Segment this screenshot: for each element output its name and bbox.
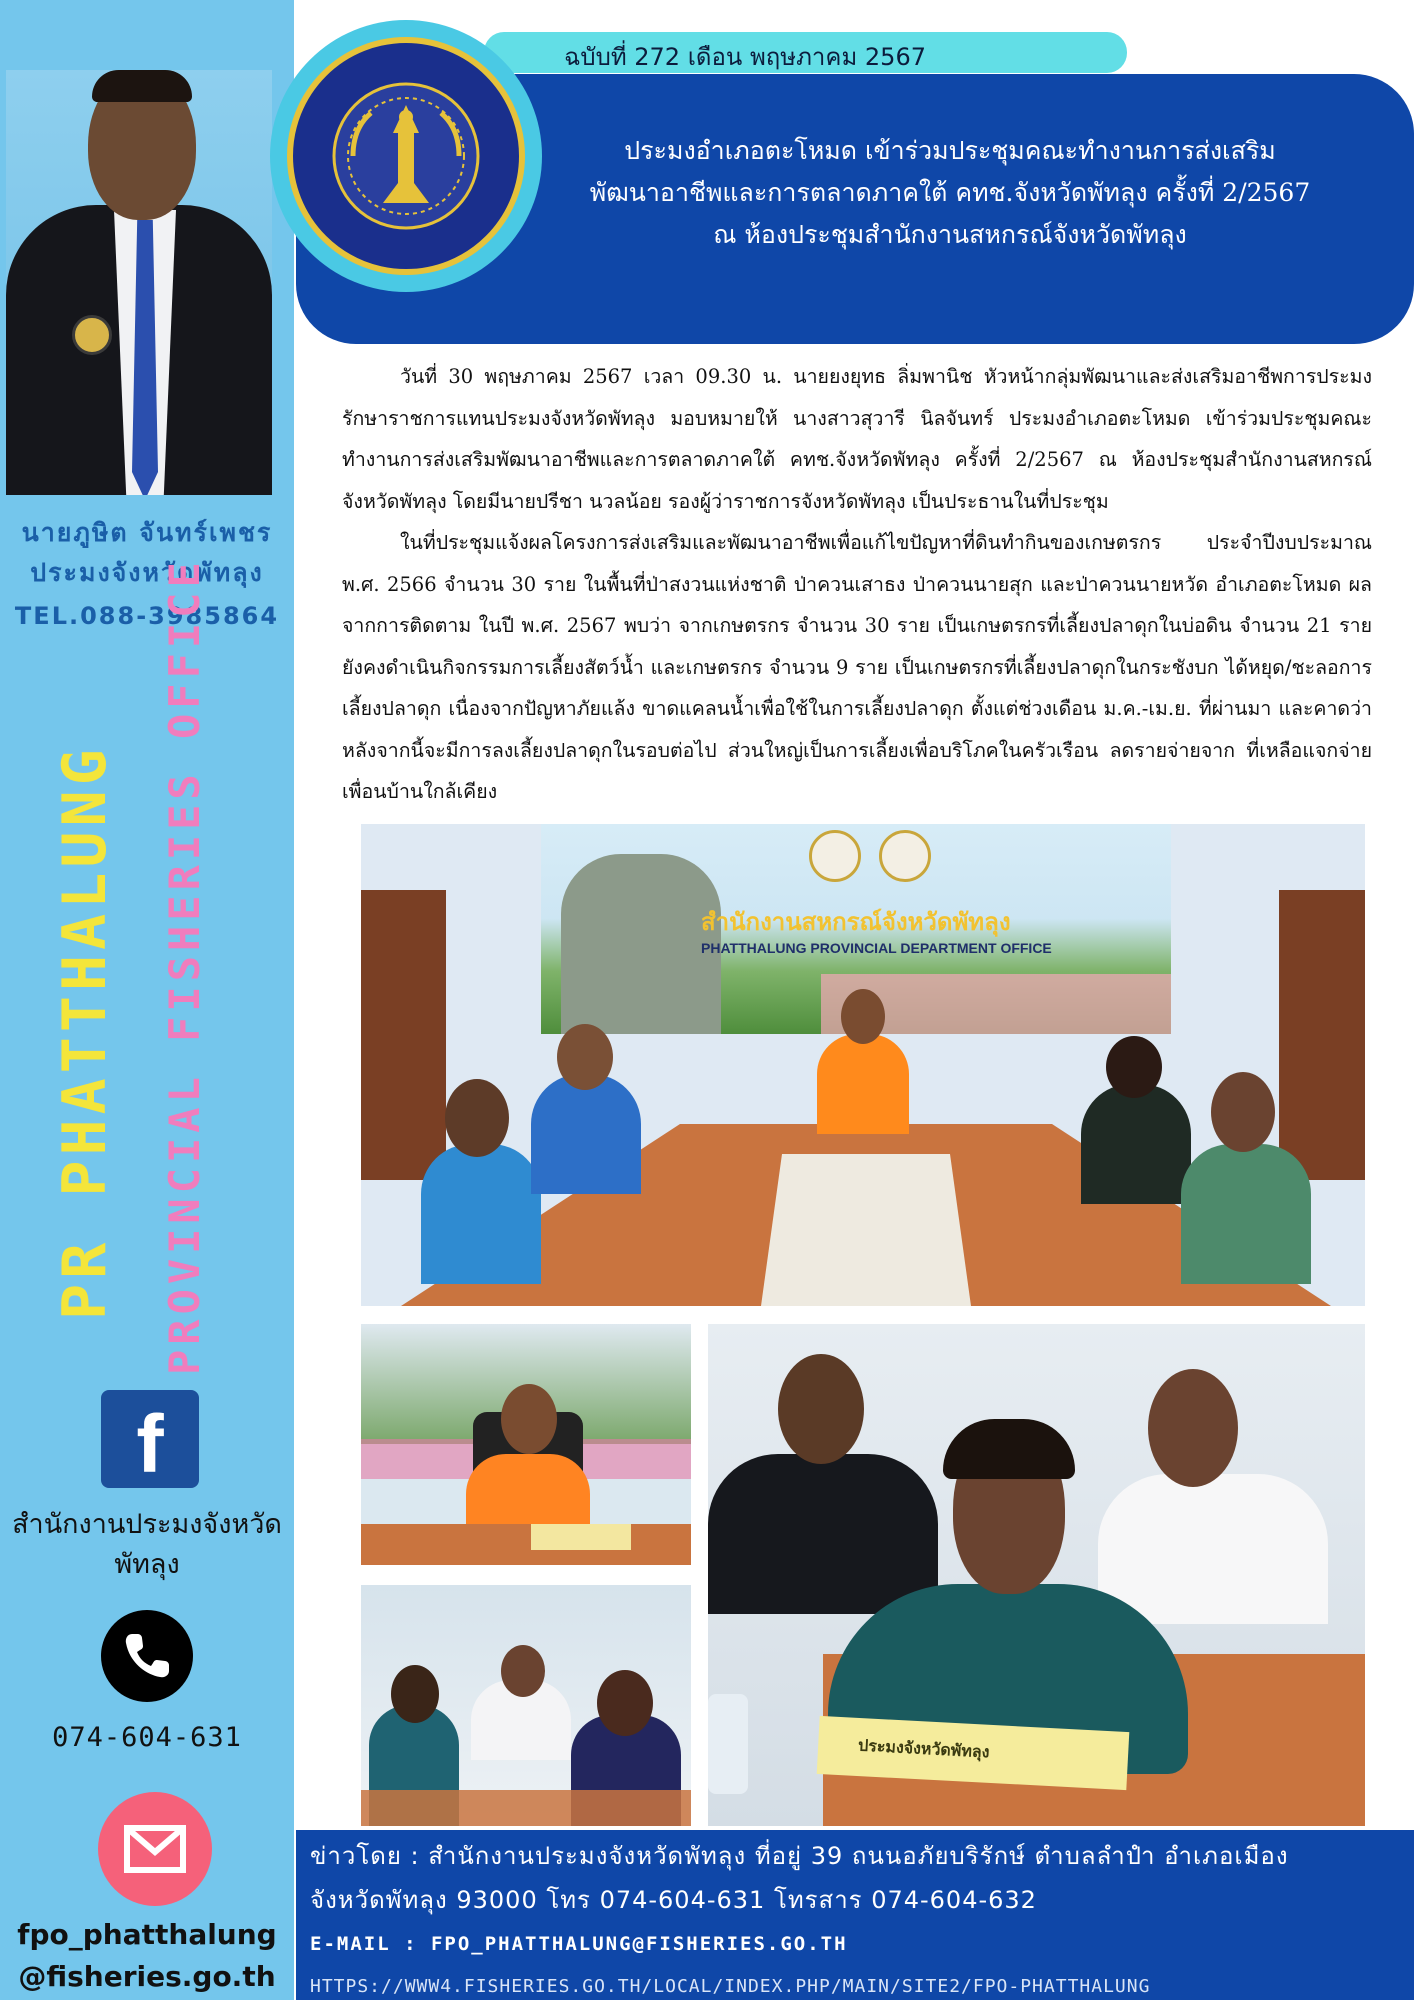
facebook-page-name[interactable]: สำนักงานประมงจังหวัด พัทลุง	[12, 1509, 282, 1580]
footer-address-line1: ข่าวโดย : สำนักงานประมงจังหวัดพัทลุง ที่อยู่ 39 ถนนอภัยบริรักษ์ ตำบลลำปำ อำเภอเมือง	[310, 1842, 1289, 1870]
director-tel[interactable]: TEL.088-3985864	[14, 602, 280, 630]
office-email[interactable]: fpo_phatthalung @fisheries.go.th	[17, 1918, 277, 1993]
article-paragraph: ในที่ประชุมแจ้งผลโครงการส่งเสริมและพัฒนาอาชีพเพื่อแก้ไขปัญหาที่ดินทำกินของเกษตรกร ประจำปีงบประมาณ พ.ศ. 2566 จำนวน 30 ราย ในพื้นที่ป่าสงวนแห่งชาติ ป่าควนเสาธง ป่าควนนายสุก และป่าควนนายหวัด อำเภอตะโหมด ผลจากการติดตาม ในปี พ.ศ. 2567 พบว่า จากเกษตรกร จำนวน 30 ราย เป็นเกษตรกรที่เลี้ยงปลาดุกในบ่อดิน จำนวน 21 ราย ยังคงดำเนินกิจกรรมการเลี้ยงสัตว์น้ำ และเกษตรกร จำนวน 9 ราย เป็นเกษตรกรที่เลี้ยงปลาดุกในกระชังบก ได้หยุด/ชะลอการเลี้ยงปลาดุก เนื่องจากปัญหาภัยแล้ง ขาดแคลนน้ำเพื่อใช้ในการเลี้ยงปลาดุก ตั้งแต่ช่วงเดือน ม.ค.-เม.ย. ที่ผ่านมา และคาดว่าหลังจากนี้จะมีการลงเลี้ยงปลาดุกในรอบต่อไป ส่วนใหญ่เป็นการเลี้ยงเพื่อบริโภคในครัวเรือน ลดรายจ่ายจาก ที่เหลือแจกจ่ายเพื่อนบ้านใกล้เคียง	[342, 531, 1372, 803]
nameplate-text: ประมงจังหวัดพัทลุง	[857, 1737, 990, 1762]
vertical-title: PR PHATTHALUNG	[50, 744, 120, 1320]
footer-contact	[296, 1830, 1414, 2000]
meeting-photo-group	[361, 1585, 691, 1826]
mail-icon[interactable]	[98, 1792, 212, 1906]
vertical-subtitle: PROVINCIAL FISHERIES OFFICE	[160, 557, 209, 1375]
issue-pill	[484, 32, 1127, 73]
office-phone[interactable]: 074-604-631	[52, 1722, 242, 1753]
footer-address-line2: จังหวัดพัทลุง 93000 โทร 074-604-631 โทรสาร 074-604-632	[310, 1886, 1037, 1914]
contact-sidebar	[0, 0, 294, 2000]
article-body	[342, 356, 1372, 813]
article-paragraph: วันที่ 30 พฤษภาคม 2567 เวลา 09.30 น. นายยงยุทธ ลิ่มพานิช หัวหน้ากลุ่มพัฒนาและส่งเสริมอาชีพการประมง รักษาราชการแทนประมงจังหวัดพัทลุง มอบหมายให้ นางสาวสุวารี นิลจันทร์ ประมงอำเภอตะโหมด เข้าร่วมประชุมคณะทำงานการส่งเสริมพัฒนาอาชีพและการตลาดภาคใต้ คทช.จังหวัดพัทลุง ครั้งที่ 2/2567 ณ ห้องประชุมสำนักงานสหกรณ์จังหวัดพัทลุง โดยมีนายปรีชา นวลน้อย รองผู้ว่าราชการจังหวัดพัทลุง เป็นประธานในที่ประชุม	[342, 365, 1372, 513]
issue-number: ฉบับที่ 272 เดือน พฤษภาคม 2567	[564, 43, 926, 71]
director-position: ประมงจังหวัดพัทลุง	[30, 558, 264, 587]
director-portrait	[6, 70, 272, 495]
footer-website-link[interactable]: HTTPS://WWW4.FISHERIES.GO.TH/LOCAL/INDEX.PHP/MAIN/SITE2/FPO-PHATTHALUNG	[310, 1976, 1151, 1997]
meeting-photo-district-officer	[708, 1324, 1365, 1826]
headline: ประมงอำเภอตะโหมด เข้าร่วมประชุมคณะทำงานการส่งเสริม พัฒนาอาชีพและการตลาดภาคใต้ คทช.จังหวัดพัทลุง ครั้งที่ 2/2567 ณ ห้องประชุมสำนักงานสหกรณ์จังหวัดพัทลุง	[589, 136, 1311, 249]
lapel-pin-icon	[72, 315, 112, 355]
backdrop-title: สำนักงานสหกรณ์จังหวัดพัทลุง	[701, 909, 1011, 936]
phone-icon[interactable]	[101, 1610, 193, 1702]
meeting-photo-main	[361, 824, 1365, 1306]
footer-email[interactable]: E-MAIL : FPO_PHATTHALUNG@FISHERIES.GO.TH	[310, 1933, 848, 1955]
facebook-icon[interactable]: f	[101, 1390, 199, 1488]
meeting-photo-chairman	[361, 1324, 691, 1565]
backdrop-subtitle: PHATTHALUNG PROVINCIAL DEPARTMENT OFFICE	[701, 940, 1052, 956]
director-name: นายภูษิต จันทร์เพชร	[21, 518, 273, 547]
seal-icon	[287, 37, 525, 275]
